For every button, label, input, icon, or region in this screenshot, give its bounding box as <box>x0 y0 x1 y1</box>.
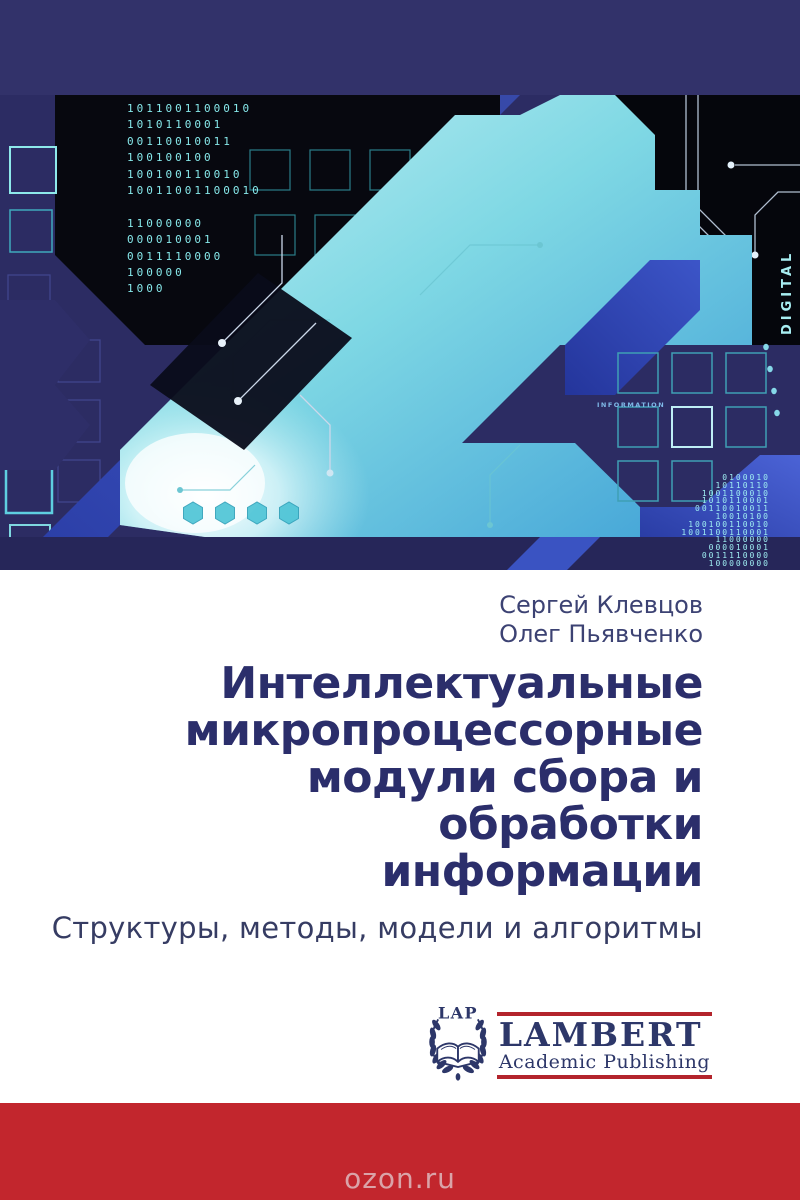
binary-row: 10010100 <box>715 511 770 521</box>
red-rule-bottom <box>497 1075 712 1079</box>
binary-row: 100100110010 <box>688 519 770 529</box>
top-band <box>0 0 800 95</box>
author-name: Олег Пьявченко <box>499 620 703 648</box>
open-book-icon <box>437 1043 478 1067</box>
binary-row: 0100010 <box>722 473 770 482</box>
book-title <box>63 660 703 895</box>
binary-row: 100000 <box>127 266 185 280</box>
ozon-watermark: ozon.ru <box>344 1162 456 1195</box>
binary-row: 10011001100010 <box>127 184 262 198</box>
binary-row: 0011110000 <box>701 550 770 560</box>
binary-row: 11000000 <box>127 216 204 230</box>
binary-row: 0011110000 <box>127 249 224 263</box>
binary-row: 1001100110001 <box>681 527 770 537</box>
author-names <box>499 591 703 649</box>
title-line: Интеллектуальные <box>220 658 703 709</box>
lap-acronym: LAP <box>437 1003 478 1023</box>
binary-row: 100100110010 <box>127 167 243 181</box>
binary-row <box>127 199 262 215</box>
binary-row: 000010001 <box>127 233 214 247</box>
binary-row: 00110010011 <box>695 504 770 514</box>
binary-row: 1001100010 <box>701 488 770 498</box>
title-line: модули сбора и <box>306 752 703 803</box>
binary-row: 100100100 <box>127 151 214 165</box>
binary-column-top-left <box>127 101 262 298</box>
binary-row: 11000000 <box>715 535 770 545</box>
title-line: обработки <box>438 799 703 850</box>
lambert-block <box>497 1012 712 1079</box>
author-name: Сергей Клевцов <box>499 591 703 619</box>
cover-artwork <box>0 95 800 570</box>
book-subtitle: Структуры, методы, модели и алгоритмы <box>51 911 703 945</box>
binary-row: 1010110001 <box>701 496 770 506</box>
publisher-logo <box>425 1002 712 1082</box>
academic-publishing-tagline: Academic Publishing <box>498 1051 710 1073</box>
lambert-wordmark: LAMBERT <box>498 1015 703 1054</box>
title-line: информации <box>381 846 703 897</box>
binary-row: 000010001 <box>708 543 770 553</box>
binary-row: 00110010011 <box>127 134 233 148</box>
binary-column-bottom-right <box>681 474 770 568</box>
information-label: INFORMATION <box>597 401 666 409</box>
lap-emblem-icon <box>425 1002 491 1082</box>
binary-row: 10110110 <box>715 480 770 490</box>
binary-row: 1000 <box>127 282 166 296</box>
circuit-artwork <box>0 95 800 570</box>
binary-row: 100000000 <box>708 558 770 568</box>
binary-row: 1010110001 <box>127 118 224 132</box>
title-line: микропроцессорные <box>184 705 703 756</box>
digital-label: DIGITAL <box>780 249 795 335</box>
binary-row: 1011001100010 <box>127 102 253 115</box>
